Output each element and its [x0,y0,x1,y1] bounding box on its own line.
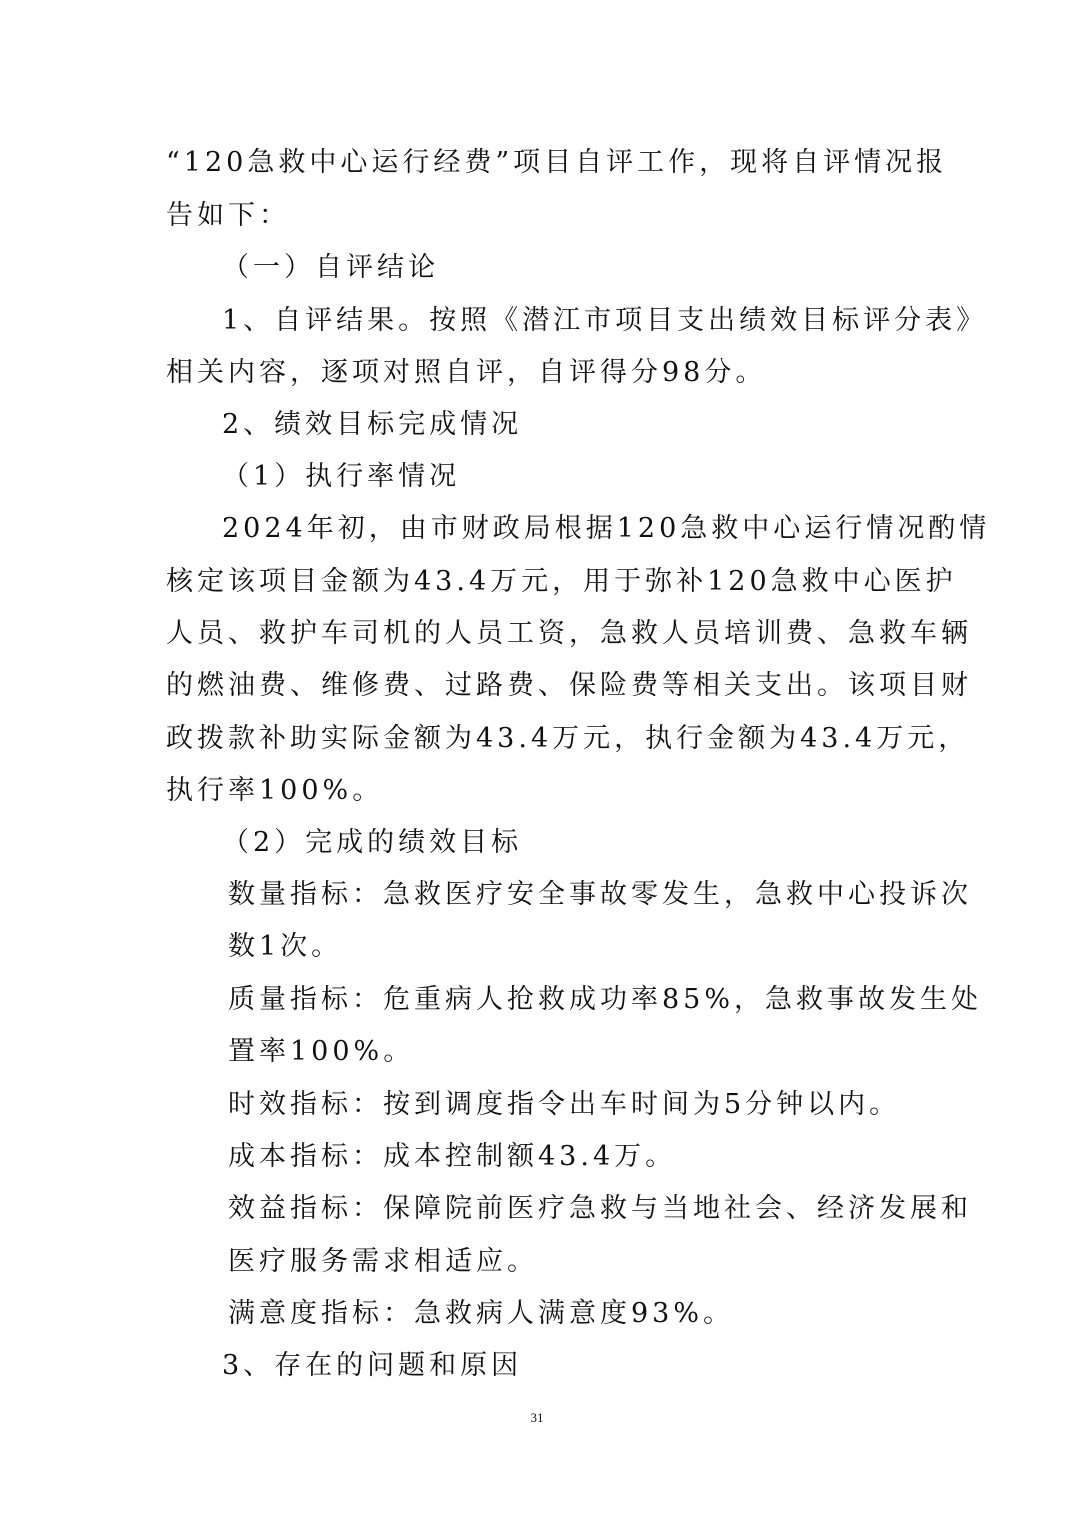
paragraph-line-3: 人员、救护车司机的人员工资，急救人员培训费、急救车辆 [166,618,972,649]
item2-heading: 2、绩效目标完成情况 [222,409,523,440]
benefit-indicator-line-1: 效益指标：保障院前医疗急救与当地社会、经济发展和 [228,1193,972,1224]
paragraph-line-5: 政拨款补助实际金额为43.4万元，执行金额为43.4万元， [166,723,970,754]
subheading-performance-goals: （2）完成的绩效目标 [222,827,523,858]
quality-indicator-line-1: 质量指标：危重病人抢救成功率85%，急救事故发生处 [228,984,983,1015]
item1-line-2: 相关内容，逐项对照自评，自评得分98分。 [166,357,767,388]
item1-line-1: 1、自评结果。按照《潜江市项目支出绩效目标评分表》 [222,305,988,336]
paragraph-line-2: 核定该项目金额为43.4万元，用于弥补120急救中心医护 [166,566,957,597]
quantity-indicator-line-1: 数量指标：急救医疗安全事故零发生，急救中心投诉次 [228,879,972,910]
intro-line-1: “120急救中心运行经费”项目自评工作，现将自评情况报 [166,147,948,178]
paragraph-line-1: 2024年初，由市财政局根据120急救中心运行情况酌情 [222,513,991,544]
quantity-indicator-line-2: 数1次。 [228,931,343,962]
page-number: 31 [530,1410,544,1425]
timeliness-indicator: 时效指标：按到调度指令出车时间为5分钟以内。 [228,1089,901,1120]
section-heading: （一）自评结论 [222,252,439,283]
intro-line-2: 告如下： [166,200,290,231]
subheading-execution-rate: （1）执行率情况 [222,461,461,492]
satisfaction-indicator: 满意度指标：急救病人满意度93%。 [228,1298,735,1329]
paragraph-line-4: 的燃油费、维修费、过路费、保险费等相关支出。该项目财 [166,670,972,701]
paragraph-line-6: 执行率100%。 [166,775,384,806]
cost-indicator: 成本指标：成本控制额43.4万。 [228,1141,677,1172]
benefit-indicator-line-2: 医疗服务需求相适应。 [228,1246,538,1277]
item3-heading: 3、存在的问题和原因 [222,1350,523,1381]
quality-indicator-line-2: 置率100%。 [228,1036,415,1067]
